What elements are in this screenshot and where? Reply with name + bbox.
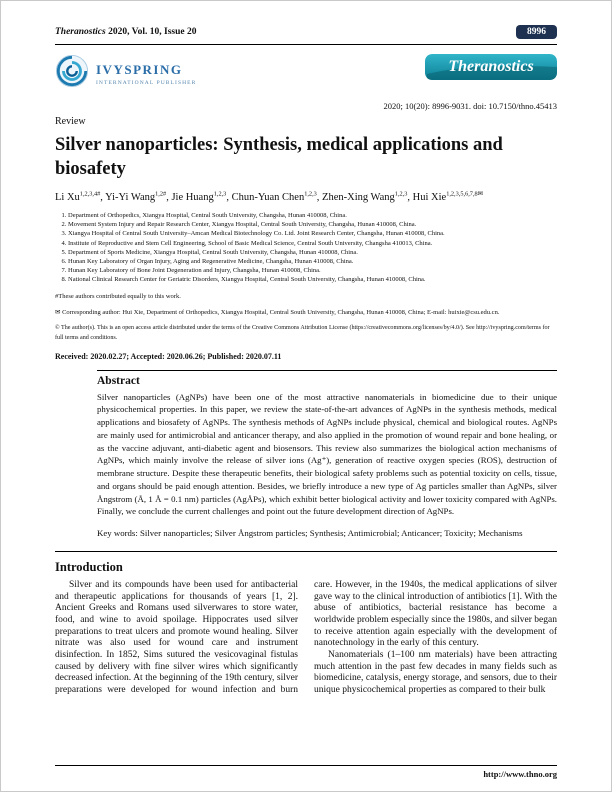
intro-paragraph: Silver and its compounds have been used for antibacterial and therapeutic applications for thousands of years [1, 2]. Ancient Greeks and Romans used silverwares to store water, food, and wine to avoid spoilage. Hippocrates used silver preparations to treat ulcers and promote wound healing. Silver nitrate was also used for wound care and instrument disinfection. In 1852, Sims sutured the vesicovaginal fistulas caused by delivery with fine silver wires which significantly decreased infection. At the beginning of the 19th century, silver preparations were developed for wound infection and burn care. However, in the 1940s, the medical applications of silver gave way to the clinical introduction of antibiotics [1]. With the abuse of antibiotics, bacterial resistance has become a worldwide problem especially since the 1980s, and silver began to receive attention again especially with the development of nanotechnology in the early of this century. <box>55 579 557 696</box>
author <box>171 192 231 203</box>
ivyspring-swirl-icon <box>55 54 89 93</box>
author-name: Zhen-Xing Wang <box>322 191 395 203</box>
affiliation-item: 4. Institute of Reproductive and Stem Cell Engineering, School of Basic Medical Science, Central South University, Changsha 410013, China. <box>68 239 557 248</box>
author-list <box>55 190 557 203</box>
footer-url[interactable]: http://www.thno.org <box>483 769 557 779</box>
author-separator: , <box>407 191 413 203</box>
license-note: © The author(s). This is an open access article distributed under the terms of the Creative Commons Attribution License (https://creativecommons.org/licenses/by/4.0/). See http://ivyspring.com/terms for full terms and conditions. <box>55 325 550 341</box>
author-superscript: 1,2,3 <box>394 190 408 198</box>
author <box>232 192 322 203</box>
affiliation-item: 1. Department of Orthopedics, Xiangya Hospital, Central South University, Changsha, Hunan 410008, China. <box>68 211 557 220</box>
author-superscript: 1,2,3,5,6,7,8✉ <box>446 190 483 198</box>
author-name: Chun-Yuan Chen <box>231 191 305 203</box>
masthead <box>55 25 557 39</box>
publisher-logo <box>55 54 196 93</box>
affiliation-item: 8. National Clinical Research Center for Geriatric Disorders, Xiangya Hospital, Central South University, Changsha, Hunan 410008, China. <box>68 275 557 284</box>
affiliation-item: 7. Hunan Key Laboratory of Bone Joint Degeneration and Injury, Changsha, Hunan 410008, China. <box>68 266 557 275</box>
affiliation-item: 5. Department of Sports Medicine, Xiangya Hospital, Central South University, Changsha, Hunan 410008, China. <box>68 248 557 257</box>
author-superscript: 1,2,3 <box>304 190 317 198</box>
author-name: Jie Huang <box>171 191 214 203</box>
issue-info: 2020, Vol. 10, Issue 20 <box>105 27 197 37</box>
affiliation-item: 3. Xiangya Hospital of Central South University–Amcan Medical Biotechnology Co. Ltd. Joint Research Center, Changsha, Hunan 410008, China. <box>68 229 557 238</box>
abstract-heading: Abstract <box>97 374 140 387</box>
section-rule <box>55 551 557 552</box>
corresponding-author-note: ✉ Corresponding author: Hui Xie, Department of Orthopedics, Xiangya Hospital, Central South University, Changsha, Hunan 410008, China; E-mail: huixie@csu.edu.cn. <box>55 309 500 317</box>
affiliation-item: 2. Movement System Injury and Repair Research Center, Xiangya Hospital, Central South University, Changsha, Hunan 410008, China. <box>68 220 557 229</box>
author-superscript: 1,2,3 <box>213 190 227 198</box>
affiliation-item: 6. Hunan Key Laboratory of Organ Injury, Aging and Regenerative Medicine, Changsha, Hunan 410008, China. <box>68 257 557 266</box>
page-title: Silver nanoparticles: Synthesis, medical applications and biosafety <box>55 135 503 179</box>
abstract-text: Silver nanoparticles (AgNPs) have been one of the most attractive nanomaterials in biomedicine due to their unique physicochemical properties. In this paper, we review the state-of-the-art advances of AgNPs in the synthesis methods, medical applications and biosafety of AgNPs. The synthesis methods of AgNPs include physical, chemical and biological routes. AgNPs are mainly used for antimicrobial and anticancer therapy, and also applied in the promotion of wound repair and bone healing, or as the vaccine adjuvant, anti-diabetic agent and biosensors. This review also summarizes the biological action mechanisms of AgNPs, which mainly involve the release of silver ions (Ag⁺), generation of reactive oxygen species (ROS), destruction of membrane structure. Despite these therapeutic benefits, their biological safety problems such as potential toxicity on cells, tissue, and organs should be paid enough attention. Besides, we briefly introduce a new type of Ag particles smaller than AgNPs, silver Ångstrom (Å, 1 Å = 0.1 nm) particles (AgÅPs), which exhibit better biological activity and lower toxicity compared with AgNPs. Finally, we conclude the current challenges and point out the future development direction of AgNPs. <box>97 391 557 517</box>
publisher-tagline: INTERNATIONAL PUBLISHER <box>96 79 197 86</box>
author-separator: , <box>100 191 106 203</box>
introduction-heading: Introduction <box>55 559 123 574</box>
publisher-name: IVYSPRING <box>96 61 183 77</box>
author <box>55 192 105 203</box>
author-separator: , <box>166 191 172 203</box>
author-separator: , <box>226 191 232 203</box>
author-name: Hui Xie <box>412 191 447 203</box>
keywords-line: Key words: Silver nanoparticles; Silver Ångstrom particles; Synthesis; Antimicrobial; Anticancer; Toxicity; Mechanisms <box>97 528 523 539</box>
author <box>322 192 413 203</box>
header-rule <box>55 44 557 45</box>
equal-contribution-note: #These authors contributed equally to this work. <box>55 292 181 300</box>
journal-name: Theranostics <box>55 27 106 37</box>
author-name: Li Xu <box>55 191 80 203</box>
article-type-label: Review <box>55 116 86 127</box>
author-superscript: 1,2,3,4# <box>79 190 101 198</box>
page-number-badge: 8996 <box>516 25 557 39</box>
citation-line: 2020; 10(20): 8996-9031. doi: 10.7150/thno.45413 <box>383 101 557 111</box>
page-footer <box>55 765 557 779</box>
dates-line: Received: 2020.02.27; Accepted: 2020.06.26; Published: 2020.07.11 <box>55 351 282 361</box>
theranostics-logo <box>425 54 557 80</box>
abstract-rule <box>97 370 557 371</box>
author-separator: , <box>316 191 323 203</box>
author <box>413 192 483 203</box>
logo-row <box>55 54 557 93</box>
publisher-text <box>96 62 196 86</box>
journal-logo-text: Theranostics <box>448 58 534 75</box>
author-name: Yi-Yi Wang <box>105 191 156 203</box>
intro-paragraph: Nanomaterials (1–100 nm materials) have been attracting much attention in the past few decades in many fields such as biomedicine, catalysis, energy storage, and sensors, due to their unique physicochemical properties as compared to their bulk <box>314 650 557 696</box>
author-superscript: 1,2# <box>155 190 167 198</box>
journal-issue-info <box>55 27 197 37</box>
introduction-columns <box>55 580 557 726</box>
author <box>105 192 171 203</box>
abstract-section <box>97 375 557 540</box>
affiliation-list <box>55 211 557 285</box>
